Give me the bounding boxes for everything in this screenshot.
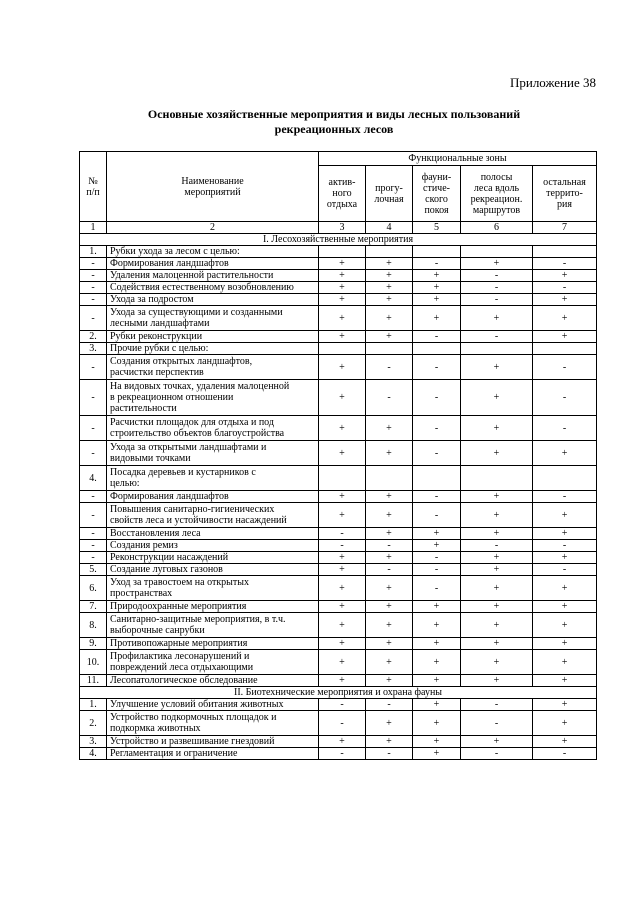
- table-row: [80, 564, 597, 576]
- activity-name-line: строительство объектов благоустройства: [110, 428, 285, 439]
- activity-name-line: Лесопатологическое обследование: [110, 675, 258, 686]
- zone-mark: +: [533, 613, 597, 638]
- activity-name-line: Прочие рубки с целью:: [110, 343, 209, 354]
- zone-mark: +: [461, 552, 533, 564]
- zone-mark: [319, 246, 366, 258]
- row-number: -: [80, 540, 107, 552]
- row-number: -: [80, 503, 107, 528]
- header-zone-route-strips: полосы леса вдоль рекреацион. маршрутов: [461, 166, 533, 222]
- activity-name-line: Регламентация и ограничение: [110, 748, 238, 759]
- activity-name: [107, 258, 319, 270]
- activity-name-line: На видовых точках, удаления малоценной: [110, 381, 290, 392]
- zone-mark: -: [413, 491, 461, 503]
- column-number: 1: [80, 222, 107, 234]
- zone-mark: +: [533, 638, 597, 650]
- activity-name-line: Природоохранные мероприятия: [110, 601, 247, 612]
- zone-mark: +: [533, 736, 597, 748]
- zone-mark: +: [319, 441, 366, 466]
- zone-mark: -: [413, 380, 461, 416]
- zone-mark: -: [366, 564, 413, 576]
- zone-mark: +: [413, 650, 461, 675]
- table-row: [80, 601, 597, 613]
- activity-name: [107, 638, 319, 650]
- zone-mark: +: [366, 736, 413, 748]
- zone-mark: +: [319, 331, 366, 343]
- zone-mark: +: [413, 711, 461, 736]
- zone-mark: +: [461, 601, 533, 613]
- activity-name: [107, 246, 319, 258]
- zone-mark: -: [461, 711, 533, 736]
- zone-mark: +: [319, 355, 366, 380]
- zone-mark: +: [366, 711, 413, 736]
- zone-mark: +: [461, 416, 533, 441]
- zone-mark: [413, 343, 461, 355]
- zone-mark: +: [461, 355, 533, 380]
- zone-mark: -: [366, 380, 413, 416]
- row-number: 3.: [80, 736, 107, 748]
- column-number: 6: [461, 222, 533, 234]
- activity-name-line: Ухода за подростом: [110, 294, 194, 305]
- activity-name: [107, 576, 319, 601]
- activity-name: [107, 736, 319, 748]
- zone-mark: +: [319, 638, 366, 650]
- row-number: 2.: [80, 711, 107, 736]
- zone-mark: +: [413, 270, 461, 282]
- zone-mark: [461, 466, 533, 491]
- zone-mark: -: [533, 258, 597, 270]
- activity-name-line: Создание луговых газонов: [110, 564, 223, 575]
- activity-name-line: Реконструкции насаждений: [110, 552, 229, 563]
- zone-mark: +: [366, 331, 413, 343]
- row-number: -: [80, 270, 107, 282]
- zone-mark: +: [366, 650, 413, 675]
- column-numbers-row: [80, 222, 597, 234]
- zone-mark: -: [461, 331, 533, 343]
- zone-mark: +: [461, 650, 533, 675]
- zone-mark: [413, 466, 461, 491]
- header-number: № п/п: [80, 152, 107, 222]
- activity-name-line: повреждений леса отдыхающими: [110, 662, 254, 673]
- zone-mark: +: [366, 491, 413, 503]
- table-row: [80, 294, 597, 306]
- zone-mark: +: [366, 294, 413, 306]
- zone-mark: +: [533, 552, 597, 564]
- section-title: I. Лесохозяйственные мероприятия: [80, 234, 597, 246]
- zone-mark: +: [533, 675, 597, 687]
- zone-mark: +: [533, 528, 597, 540]
- zone-mark: -: [413, 258, 461, 270]
- activity-name: [107, 528, 319, 540]
- zone-mark: -: [319, 528, 366, 540]
- zone-mark: +: [319, 491, 366, 503]
- appendix-label: Приложение 38: [509, 75, 596, 90]
- zone-mark: [366, 246, 413, 258]
- row-number: 1.: [80, 699, 107, 711]
- activity-name-line: Формирования ландшафтов: [110, 258, 229, 269]
- zone-mark: -: [533, 416, 597, 441]
- row-number: 2.: [80, 331, 107, 343]
- activity-name-line: Удаления малоценной растительности: [110, 270, 274, 281]
- table-row: [80, 343, 597, 355]
- activity-name-line: растительности: [110, 403, 177, 414]
- zone-mark: [461, 343, 533, 355]
- zone-mark: -: [461, 748, 533, 760]
- zone-mark: -: [366, 540, 413, 552]
- activity-name-line: Ухода за открытыми ландшафтами и: [110, 442, 267, 453]
- header-zone-walking: прогу- лочная: [366, 166, 413, 222]
- activity-name-line: Восстановления леса: [110, 528, 201, 539]
- row-number: -: [80, 416, 107, 441]
- activity-name-line: выборочные санрубки: [110, 625, 205, 636]
- zone-mark: +: [319, 416, 366, 441]
- page-title: [104, 107, 564, 137]
- activity-name-line: Рубки ухода за лесом с целью:: [110, 246, 240, 257]
- activity-name-line: Создания ремиз: [110, 540, 178, 551]
- row-number: -: [80, 491, 107, 503]
- zone-mark: +: [461, 576, 533, 601]
- zone-mark: +: [461, 380, 533, 416]
- zone-mark: +: [319, 613, 366, 638]
- zone-mark: +: [319, 258, 366, 270]
- section-row-forestry: [80, 234, 597, 246]
- table-row: [80, 540, 597, 552]
- activity-name-line: Содействия естественному возобновлению: [110, 282, 294, 293]
- zone-mark: +: [319, 736, 366, 748]
- zone-mark: +: [319, 601, 366, 613]
- zone-mark: +: [366, 503, 413, 528]
- zone-mark: +: [319, 294, 366, 306]
- table-row: [80, 675, 597, 687]
- zone-mark: +: [319, 282, 366, 294]
- activity-name-line: лесными ландшафтами: [110, 318, 210, 329]
- activity-name: [107, 331, 319, 343]
- zone-mark: +: [319, 675, 366, 687]
- activity-name-line: в рекреационном отношении: [110, 392, 234, 403]
- zone-mark: +: [366, 306, 413, 331]
- activity-name: [107, 650, 319, 675]
- activity-name-line: Уход за травостоем на открытых: [110, 577, 249, 588]
- zone-mark: +: [366, 441, 413, 466]
- zone-mark: -: [413, 355, 461, 380]
- activity-name: [107, 416, 319, 441]
- zone-mark: [413, 246, 461, 258]
- zone-mark: -: [319, 711, 366, 736]
- zone-mark: +: [533, 711, 597, 736]
- zone-mark: +: [413, 736, 461, 748]
- zone-mark: -: [413, 331, 461, 343]
- zone-mark: +: [366, 675, 413, 687]
- activity-name-line: расчистки перспектив: [110, 367, 204, 378]
- activity-name-line: видовыми точками: [110, 453, 191, 464]
- zone-mark: +: [533, 576, 597, 601]
- zone-mark: +: [319, 503, 366, 528]
- zone-mark: +: [533, 441, 597, 466]
- row-number: -: [80, 282, 107, 294]
- zone-mark: +: [413, 540, 461, 552]
- zone-mark: +: [533, 331, 597, 343]
- table-row: [80, 552, 597, 564]
- zone-mark: +: [366, 282, 413, 294]
- activity-name: [107, 552, 319, 564]
- table-row: [80, 711, 597, 736]
- zone-mark: +: [366, 576, 413, 601]
- title-line-2: рекреационных лесов: [274, 122, 394, 136]
- zone-mark: +: [366, 270, 413, 282]
- activity-name-line: Создания открытых ландшафтов,: [110, 356, 253, 367]
- row-number: 8.: [80, 613, 107, 638]
- activity-name: [107, 282, 319, 294]
- activity-name: [107, 540, 319, 552]
- zone-mark: [533, 343, 597, 355]
- zone-mark: -: [533, 282, 597, 294]
- table-row: [80, 380, 597, 416]
- row-number: 7.: [80, 601, 107, 613]
- section-row-biotechnical: [80, 687, 597, 699]
- zone-mark: +: [413, 675, 461, 687]
- zone-mark: -: [533, 380, 597, 416]
- activity-name-line: Расчистки площадок для отдыха и под: [110, 417, 274, 428]
- column-number: 7: [533, 222, 597, 234]
- title-line-1: Основные хозяйственные мероприятия и виды лесных пользований: [147, 107, 521, 121]
- table-row: [80, 246, 597, 258]
- row-number: 4.: [80, 748, 107, 760]
- row-number: -: [80, 528, 107, 540]
- activity-name: [107, 343, 319, 355]
- zone-mark: +: [461, 306, 533, 331]
- zone-mark: +: [461, 528, 533, 540]
- zone-mark: [366, 343, 413, 355]
- activity-name: [107, 355, 319, 380]
- zone-mark: +: [461, 503, 533, 528]
- row-number: 3.: [80, 343, 107, 355]
- zone-mark: -: [366, 699, 413, 711]
- zone-mark: -: [413, 441, 461, 466]
- zone-mark: [533, 466, 597, 491]
- row-number: 6.: [80, 576, 107, 601]
- table-row: [80, 613, 597, 638]
- table-row: [80, 736, 597, 748]
- table-row: [80, 466, 597, 491]
- zone-mark: +: [319, 270, 366, 282]
- activity-name: [107, 711, 319, 736]
- activity-name-line: свойств леса и устойчивости насаждений: [110, 515, 287, 526]
- activity-name-line: подкормка животных: [110, 723, 201, 734]
- table-row: [80, 416, 597, 441]
- column-number: 2: [107, 222, 319, 234]
- zone-mark: -: [319, 540, 366, 552]
- activity-name-line: Посадка деревьев и кустарников с: [110, 467, 256, 478]
- zone-mark: -: [533, 355, 597, 380]
- zone-mark: [319, 466, 366, 491]
- zone-mark: -: [366, 355, 413, 380]
- activity-name-line: Противопожарные мероприятия: [110, 638, 248, 649]
- table-row: [80, 638, 597, 650]
- row-number: 10.: [80, 650, 107, 675]
- zone-mark: +: [461, 441, 533, 466]
- table-row: [80, 282, 597, 294]
- table-row: [80, 355, 597, 380]
- row-number: -: [80, 306, 107, 331]
- activity-name: [107, 613, 319, 638]
- activity-name: [107, 306, 319, 331]
- zone-mark: -: [533, 540, 597, 552]
- row-number: 1.: [80, 246, 107, 258]
- table-row: [80, 441, 597, 466]
- activity-name-line: Улучшение условий обитания животных: [110, 699, 284, 710]
- zone-mark: -: [413, 576, 461, 601]
- activity-name: [107, 270, 319, 282]
- zone-mark: -: [461, 282, 533, 294]
- zone-mark: +: [366, 416, 413, 441]
- column-number: 5: [413, 222, 461, 234]
- row-number: -: [80, 441, 107, 466]
- activity-name-line: Профилактика лесонарушений и: [110, 651, 250, 662]
- row-number: 4.: [80, 466, 107, 491]
- zone-mark: +: [461, 736, 533, 748]
- header-zone-other-territory: остальная террито- рия: [533, 166, 597, 222]
- row-number: -: [80, 355, 107, 380]
- zone-mark: +: [319, 552, 366, 564]
- zone-mark: [461, 246, 533, 258]
- zone-mark: +: [413, 282, 461, 294]
- zone-mark: +: [366, 528, 413, 540]
- zone-mark: +: [319, 306, 366, 331]
- zone-mark: -: [533, 491, 597, 503]
- zone-mark: +: [319, 650, 366, 675]
- table-row: [80, 491, 597, 503]
- zone-mark: -: [461, 540, 533, 552]
- table-row: [80, 258, 597, 270]
- zone-mark: +: [413, 638, 461, 650]
- zone-mark: +: [461, 613, 533, 638]
- zone-mark: -: [461, 699, 533, 711]
- zone-mark: +: [533, 270, 597, 282]
- table-row: [80, 331, 597, 343]
- zone-mark: +: [413, 748, 461, 760]
- activity-name-line: целью:: [110, 478, 140, 489]
- zone-mark: [319, 343, 366, 355]
- activity-name-line: Повышения санитарно-гигиенических: [110, 504, 275, 515]
- table-row: [80, 576, 597, 601]
- activity-name: [107, 564, 319, 576]
- zone-mark: +: [413, 294, 461, 306]
- zone-mark: +: [461, 258, 533, 270]
- activity-name: [107, 699, 319, 711]
- row-number: 9.: [80, 638, 107, 650]
- header-zone-fauna-rest: фауни- стиче- ского покоя: [413, 166, 461, 222]
- zone-mark: +: [461, 564, 533, 576]
- header-zone-active-rest: актив- ного отдыха: [319, 166, 366, 222]
- activity-name: [107, 675, 319, 687]
- row-number: -: [80, 294, 107, 306]
- table-row: [80, 650, 597, 675]
- zone-mark: +: [366, 638, 413, 650]
- zone-mark: -: [533, 748, 597, 760]
- table-row: [80, 748, 597, 760]
- row-number: -: [80, 552, 107, 564]
- activity-name-line: Устройство подкормочных площадок и: [110, 712, 277, 723]
- activity-name-line: Формирования ландшафтов: [110, 491, 229, 502]
- activity-name: [107, 748, 319, 760]
- zone-mark: +: [533, 503, 597, 528]
- zone-mark: +: [533, 601, 597, 613]
- activity-name: [107, 380, 319, 416]
- activities-table: [79, 151, 597, 760]
- section-title: II. Биотехнические мероприятия и охрана фауны: [80, 687, 597, 699]
- zone-mark: -: [413, 564, 461, 576]
- row-number: -: [80, 380, 107, 416]
- row-number: -: [80, 258, 107, 270]
- zone-mark: +: [319, 380, 366, 416]
- zone-mark: +: [461, 638, 533, 650]
- activity-name-line: пространствах: [110, 588, 173, 599]
- zone-mark: +: [533, 699, 597, 711]
- zone-mark: +: [413, 699, 461, 711]
- zone-mark: -: [461, 270, 533, 282]
- zone-mark: +: [533, 650, 597, 675]
- zone-mark: -: [413, 503, 461, 528]
- zone-mark: [366, 466, 413, 491]
- zone-mark: +: [319, 564, 366, 576]
- table-row: [80, 528, 597, 540]
- activity-name-line: Ухода за существующими и созданными: [110, 307, 283, 318]
- zone-mark: +: [319, 576, 366, 601]
- zone-mark: +: [366, 552, 413, 564]
- zone-mark: -: [413, 416, 461, 441]
- zone-mark: -: [319, 699, 366, 711]
- row-number: 11.: [80, 675, 107, 687]
- header-name: Наименование мероприятий: [107, 152, 319, 222]
- table-row: [80, 306, 597, 331]
- activity-name: [107, 491, 319, 503]
- zone-mark: +: [533, 306, 597, 331]
- zone-mark: -: [413, 552, 461, 564]
- table-row: [80, 699, 597, 711]
- table-row: [80, 270, 597, 282]
- zone-mark: -: [319, 748, 366, 760]
- zone-mark: +: [461, 491, 533, 503]
- zone-mark: +: [413, 601, 461, 613]
- activity-name-line: Санитарно-защитные мероприятия, в т.ч.: [110, 614, 286, 625]
- activity-name: [107, 466, 319, 491]
- zone-mark: +: [366, 258, 413, 270]
- activity-name: [107, 441, 319, 466]
- activity-name: [107, 503, 319, 528]
- zone-mark: -: [366, 748, 413, 760]
- activity-name-line: Рубки реконструкции: [110, 331, 203, 342]
- zone-mark: +: [413, 528, 461, 540]
- column-number: 3: [319, 222, 366, 234]
- zone-mark: -: [461, 294, 533, 306]
- activity-name: [107, 601, 319, 613]
- zone-mark: +: [413, 613, 461, 638]
- zone-mark: -: [533, 564, 597, 576]
- header-functional-zones: Функциональные зоны: [319, 152, 597, 166]
- zone-mark: +: [366, 601, 413, 613]
- zone-mark: +: [366, 613, 413, 638]
- row-number: 5.: [80, 564, 107, 576]
- column-number: 4: [366, 222, 413, 234]
- zone-mark: +: [413, 306, 461, 331]
- activity-name: [107, 294, 319, 306]
- zone-mark: +: [533, 294, 597, 306]
- table-row: [80, 503, 597, 528]
- activity-name-line: Устройство и развешивание гнездовий: [110, 736, 275, 747]
- zone-mark: [533, 246, 597, 258]
- zone-mark: +: [461, 675, 533, 687]
